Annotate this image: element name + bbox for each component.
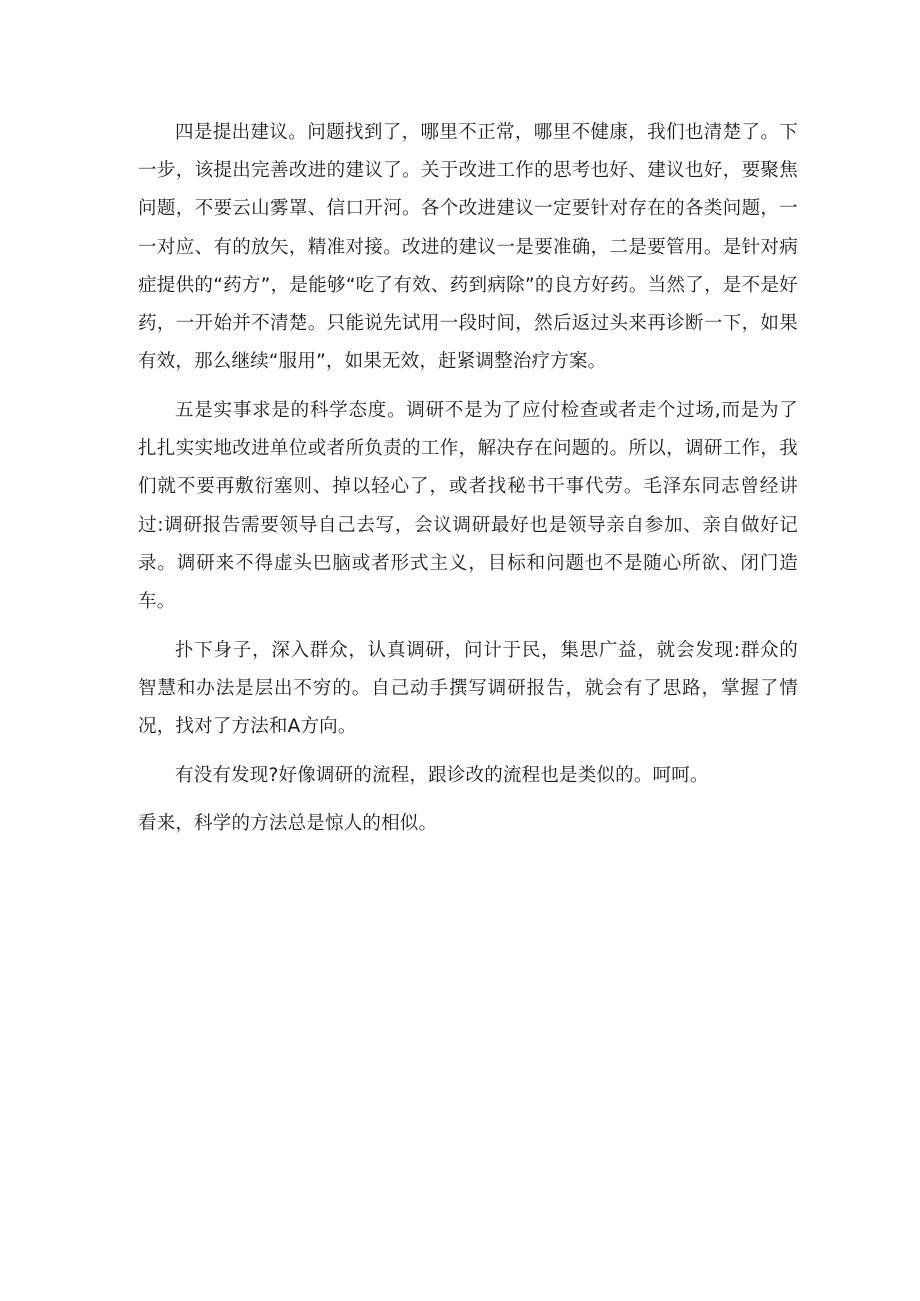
paragraph-proposals: 四是提出建议。问题找到了，哪里不正常，哪里不健康，我们也清楚了。下一步，该提出完善改进的建议了。关于改进工作的思考也好、建议也好，要聚焦问题，不要云山雾罩、信口开河。各个改进建议一定要针对存在的各类问题，一一对应、有的放矢，精准对接。改进的建议一是要准确，二是要管用。是针对病症提供的“药方”，是能够“吃了有效、药到病除”的良方好药。当然了，是不是好药，一开始并不清楚。只能说先试用一段时间，然后返过头来再诊断一下，如果有效，那么继续“服用”，如果无效，赶紧调整治疗方案。 (138, 122, 798, 373)
paragraph-scientific-attitude: 五是实事求是的科学态度。调研不是为了应付检查或者走个过场,而是为了扎扎实实地改进单位或者所负责的工作，解决存在问题的。所以，调研工作，我们就不要再敷衍塞则、掉以轻心了，或者找秘书干事代劳。毛泽东同志曾经讲过:调研报告需要领导自己去写，会议调研最好也是领导亲自参加、亲自做好记录。调研来不得虚头巴脑或者形式主义，目标和问题也不是随心所欲、闭门造车。 (138, 399, 798, 612)
paragraph-process-similarity: 有没有发现?好像调研的流程，跟诊改的流程也是类似的。呵呵。 (175, 764, 709, 786)
paragraph-conclusion: 看来，科学的方法总是惊人的相似。 (138, 813, 438, 835)
paragraph-grassroots: 扑下身子，深入群众，认真调研，问计于民，集思广益，就会发现:群众的智慧和办法是层出不穷的。自己动手撰写调研报告，就会有了思路，掌握了情况，找对了方法和A方向。 (138, 639, 798, 738)
document-body (138, 114, 798, 854)
